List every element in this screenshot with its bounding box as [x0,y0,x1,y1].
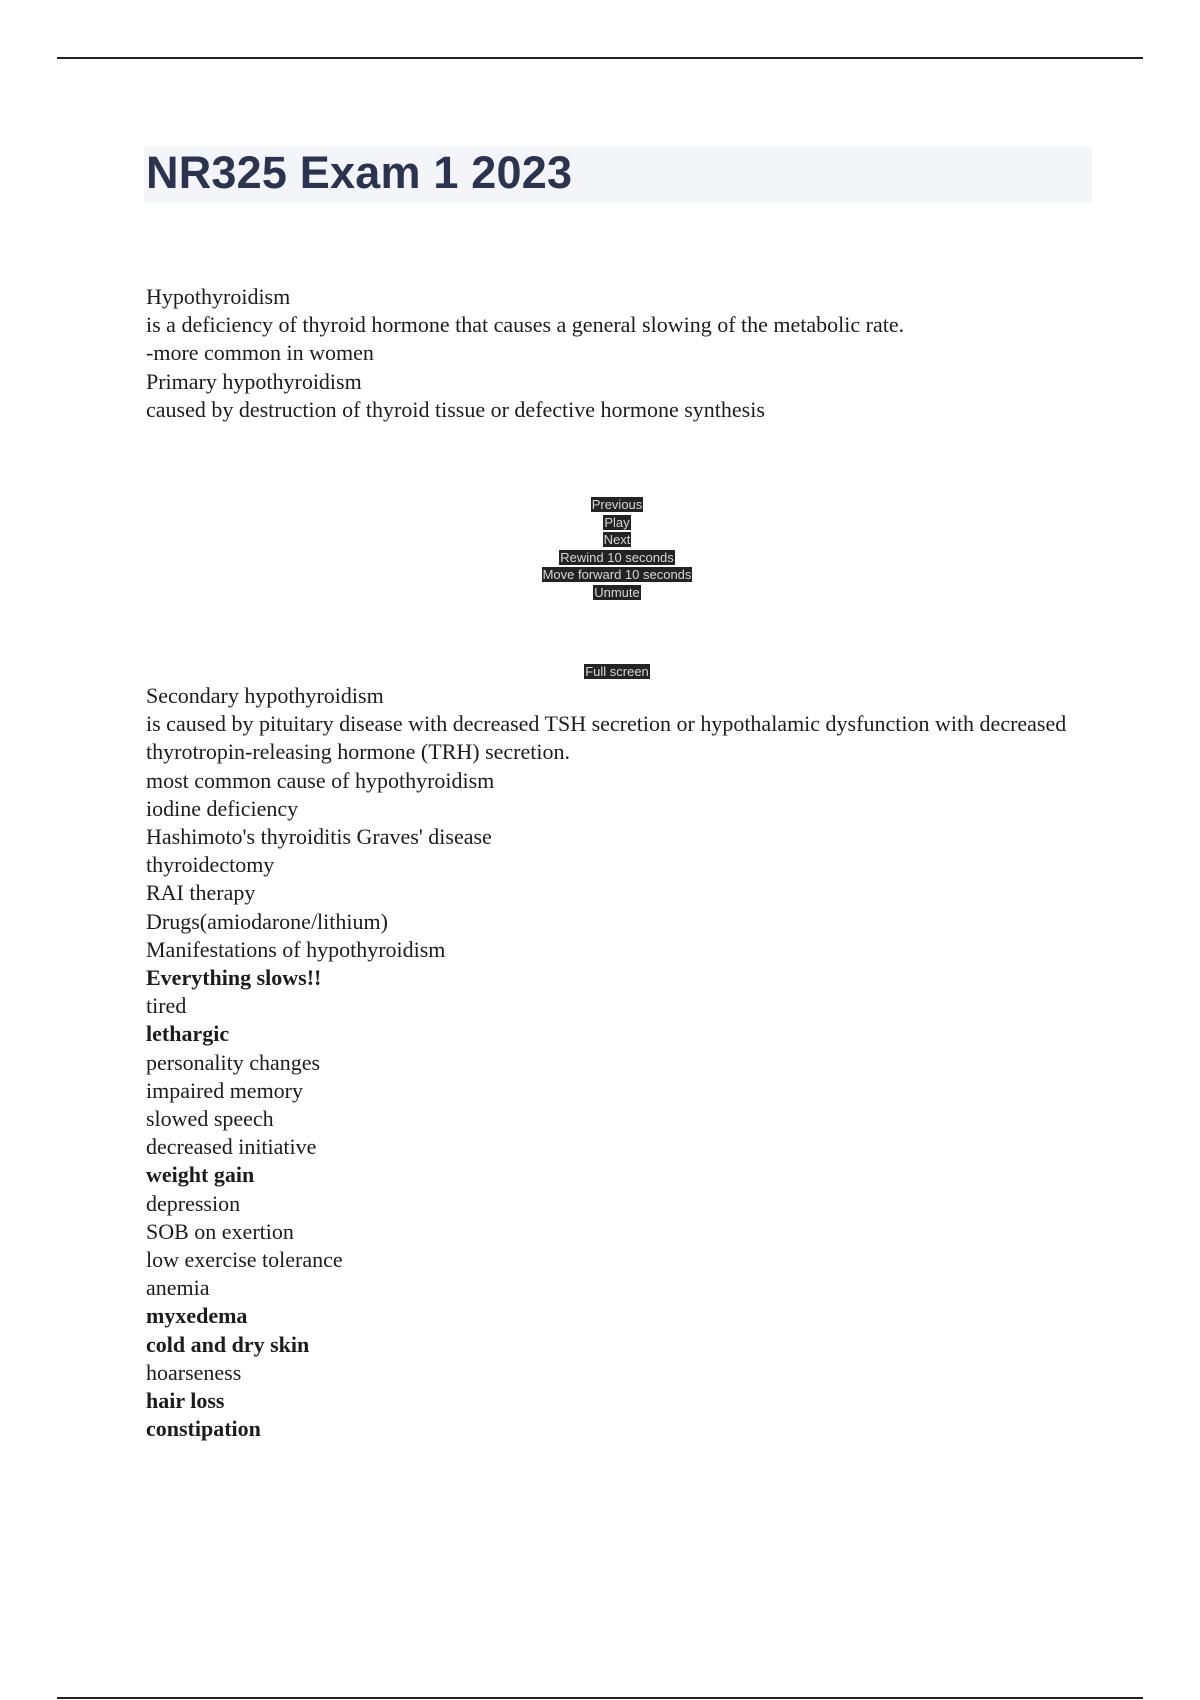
text-line: thyroidectomy [146,852,275,878]
text-line: Everything slows!! [146,965,322,991]
text-line: low exercise tolerance [146,1247,343,1273]
text-line: SOB on exertion [146,1218,294,1244]
media-player-controls [500,496,734,602]
text-line: myxedema [146,1303,248,1329]
unmute-button[interactable]: Unmute [594,584,640,600]
text-line: caused by destruction of thyroid tissue or defective hormone synthesis [146,396,765,422]
text-block-main [146,682,1096,1443]
rewind-10-button[interactable]: Rewind 10 seconds [560,549,674,565]
text-line: tired [146,993,187,1019]
next-button[interactable]: Next [603,532,631,548]
text-line: decreased initiative [146,1134,317,1160]
text-line: Hypothyroidism [146,284,291,309]
text-line: lethargic [146,1021,230,1047]
text-line: Hashimoto's thyroiditis Graves' disease [146,824,492,850]
text-line: -more common in women [146,340,374,366]
text-line: iodine deficiency [146,795,299,821]
text-line: impaired memory [146,1077,304,1103]
top-rule [57,57,1143,59]
text-line: Primary hypothyroidism [146,368,362,394]
text-line: depression [146,1190,241,1216]
text-line: weight gain [146,1162,255,1188]
text-line: Drugs(amiodarone/lithium) [146,908,388,934]
previous-button[interactable]: Previous [591,497,643,512]
text-line: is a deficiency of thyroid hormone that causes a general slowing of the metabolic rate. [146,312,905,338]
play-button[interactable]: Play [604,514,630,530]
text-line: hair loss [146,1388,225,1414]
fullscreen-button[interactable]: Full screen [585,664,649,679]
forward-10-button[interactable]: Move forward 10 seconds [542,567,692,583]
text-line: Manifestations of hypothyroidism [146,936,446,962]
bottom-rule [57,1697,1143,1699]
text-line: cold and dry skin [146,1331,310,1357]
text-line: anemia [146,1275,210,1301]
text-line: RAI therapy [146,880,256,906]
text-line: hoarseness [146,1359,242,1385]
text-line: slowed speech [146,1106,274,1132]
text-line: personality changes [146,1049,321,1075]
text-block-intro [146,283,1096,424]
text-line: is caused by pituitary disease with decreased TSH secretion or hypothalamic dysfunction with decreased thyrotropin-releasing hormone (TRH) secretion. [146,711,1067,765]
text-line: Secondary hypothyroidism [146,683,384,708]
document-title: NR325 Exam 1 2023 [146,147,573,198]
text-line: constipation [146,1416,261,1442]
text-line: most common cause of hypothyroidism [146,767,495,793]
